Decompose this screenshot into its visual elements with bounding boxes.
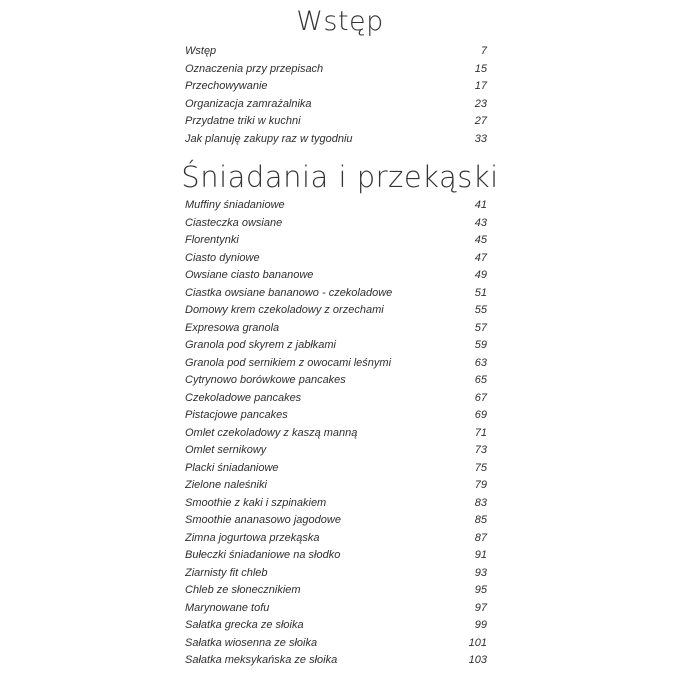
toc-entry-title: Muffiny śniadaniowe <box>185 199 285 211</box>
toc-entry-page-number: 67 <box>474 391 487 404</box>
toc-entry-page-number: 83 <box>474 496 487 509</box>
toc-entry-page-number: 85 <box>474 514 487 526</box>
toc-entry-title: Smoothie ananasowo jagodowe <box>185 514 341 526</box>
toc-entry <box>185 495 487 513</box>
toc-entry <box>185 460 487 478</box>
toc-entry <box>185 215 487 233</box>
toc-entry-page-number: 71 <box>474 426 487 439</box>
toc-entry <box>185 512 487 530</box>
toc-entry-title: Organizacja zamrażalnika <box>185 97 312 110</box>
toc-entry <box>185 131 487 149</box>
toc-entry <box>185 477 487 495</box>
toc-entry <box>185 547 487 565</box>
toc-entry-title: Oznaczenia przy przepisach <box>185 62 324 75</box>
toc-entry-title: Sałatka grecka ze słoika <box>185 619 304 631</box>
toc-entry-title: Ciastka owsiane bananowo - czekoladowe <box>185 286 393 299</box>
toc-entry-title: Domowy krem czekoladowy z orzechami <box>185 304 384 316</box>
toc-entry-page-number: 69 <box>474 409 487 421</box>
toc-entry-title: Pistacjowe pancakes <box>185 409 288 421</box>
toc-entry <box>185 407 487 425</box>
toc-entry-page-number: 51 <box>474 286 487 299</box>
toc-entry-title: Zimna jogurtowa przekąska <box>185 531 320 544</box>
toc-entry-page-number: 23 <box>474 97 487 110</box>
toc-entry-page-number: 91 <box>474 549 487 561</box>
toc-entry <box>185 250 487 268</box>
toc-entry <box>185 320 487 338</box>
toc-entry <box>185 565 487 583</box>
toc-entry-page-number: 99 <box>474 619 487 631</box>
toc-entry <box>185 442 487 460</box>
toc-entry-page-number: 63 <box>474 356 487 369</box>
toc-entry-page-number: 15 <box>474 62 487 75</box>
toc-entry-page-number: 73 <box>474 444 487 456</box>
toc-entry <box>185 582 487 600</box>
toc-entry-page-number: 7 <box>480 45 487 57</box>
toc-entry-page-number: 75 <box>474 461 487 474</box>
toc-entry-page-number: 95 <box>474 584 487 596</box>
toc-entry-title: Omlet czekoladowy z kaszą manną <box>185 426 358 439</box>
toc-entry <box>185 43 487 61</box>
toc-entry-title: Granola pod sernikiem z owocami leśnymi <box>185 356 392 369</box>
toc-entry-title: Smoothie z kaki i szpinakiem <box>185 496 327 509</box>
toc-entry <box>185 425 487 443</box>
toc-entry-page-number: 17 <box>474 80 487 92</box>
toc-entry-title: Ciasto dyniowe <box>185 251 260 264</box>
toc-entry-page-number: 59 <box>474 339 487 351</box>
toc-entry-title: Ciasteczka owsiane <box>185 216 283 229</box>
toc-entry-page-number: 57 <box>474 321 487 334</box>
toc-entry-page-number: 97 <box>474 601 487 614</box>
toc-entry-title: Omlet sernikowy <box>185 444 267 456</box>
toc-entry-page-number: 65 <box>474 374 487 386</box>
toc-entry-title: Przydatne triki w kuchni <box>185 115 301 127</box>
toc-entry-page-number: 55 <box>474 304 487 316</box>
toc-entry <box>185 232 487 250</box>
toc-entry-title: Wstęp <box>185 45 217 57</box>
toc-entry-title: Cytrynowo borówkowe pancakes <box>185 374 346 386</box>
toc-entry <box>185 285 487 303</box>
toc-entry-page-number: 45 <box>474 234 487 246</box>
toc-entry-title: Florentynki <box>185 234 239 246</box>
toc-entry-title: Czekoladowe pancakes <box>185 391 302 404</box>
toc-entry <box>185 197 487 215</box>
toc-entry <box>185 337 487 355</box>
toc-entry-title: Placki śniadaniowe <box>185 461 279 474</box>
toc-entry <box>185 652 487 670</box>
toc-entry <box>185 635 487 653</box>
toc-entry <box>185 78 487 96</box>
section-title-intro: Wstęp <box>296 6 384 37</box>
toc-entry <box>185 96 487 114</box>
toc-entry-page-number: 87 <box>474 531 487 544</box>
toc-list-breakfast-snacks <box>185 197 487 670</box>
toc-entry-title: Jak planuję zakupy raz w tygodniu <box>185 132 353 145</box>
toc-entry-title: Sałatka wiosenna ze słoika <box>185 636 318 649</box>
toc-entry <box>185 61 487 79</box>
toc-entry <box>185 302 487 320</box>
toc-entry-title: Chleb ze słonecznikiem <box>185 584 301 596</box>
toc-entry-page-number: 27 <box>474 115 487 127</box>
toc-entry-title: Marynowane tofu <box>185 601 270 614</box>
toc-entry-page-number: 101 <box>468 636 487 649</box>
toc-entry <box>185 600 487 618</box>
toc-entry-title: Granola pod skyrem z jabłkami <box>185 339 337 351</box>
toc-entry-title: Bułeczki śniadaniowe na słodko <box>185 549 341 561</box>
toc-entry-page-number: 43 <box>474 216 487 229</box>
toc-entry-page-number: 47 <box>474 251 487 264</box>
toc-entry <box>185 530 487 548</box>
toc-entry-title: Ziarnisty fit chleb <box>185 566 268 579</box>
toc-entry <box>185 113 487 131</box>
toc-entry-page-number: 79 <box>474 479 487 491</box>
toc-entry <box>185 617 487 635</box>
toc-entry-title: Owsiane ciasto bananowe <box>185 269 314 281</box>
toc-entry-page-number: 49 <box>474 269 487 281</box>
section-title-breakfast-snacks: Śniadania i przekąski <box>181 160 499 194</box>
toc-entry-page-number: 41 <box>474 199 487 211</box>
toc-entry-title: Zielone naleśniki <box>185 479 267 491</box>
toc-entry-title: Przechowywanie <box>185 80 268 92</box>
toc-entry <box>185 267 487 285</box>
toc-entry <box>185 372 487 390</box>
toc-entry-page-number: 33 <box>474 132 487 145</box>
toc-list-intro <box>185 43 487 148</box>
toc-entry-title: Expresowa granola <box>185 321 280 334</box>
toc-entry-page-number: 103 <box>468 654 487 666</box>
toc-entry-title: Sałatka meksykańska ze słoika <box>185 654 338 666</box>
toc-entry <box>185 390 487 408</box>
toc-entry <box>185 355 487 373</box>
toc-entry-page-number: 93 <box>474 566 487 579</box>
